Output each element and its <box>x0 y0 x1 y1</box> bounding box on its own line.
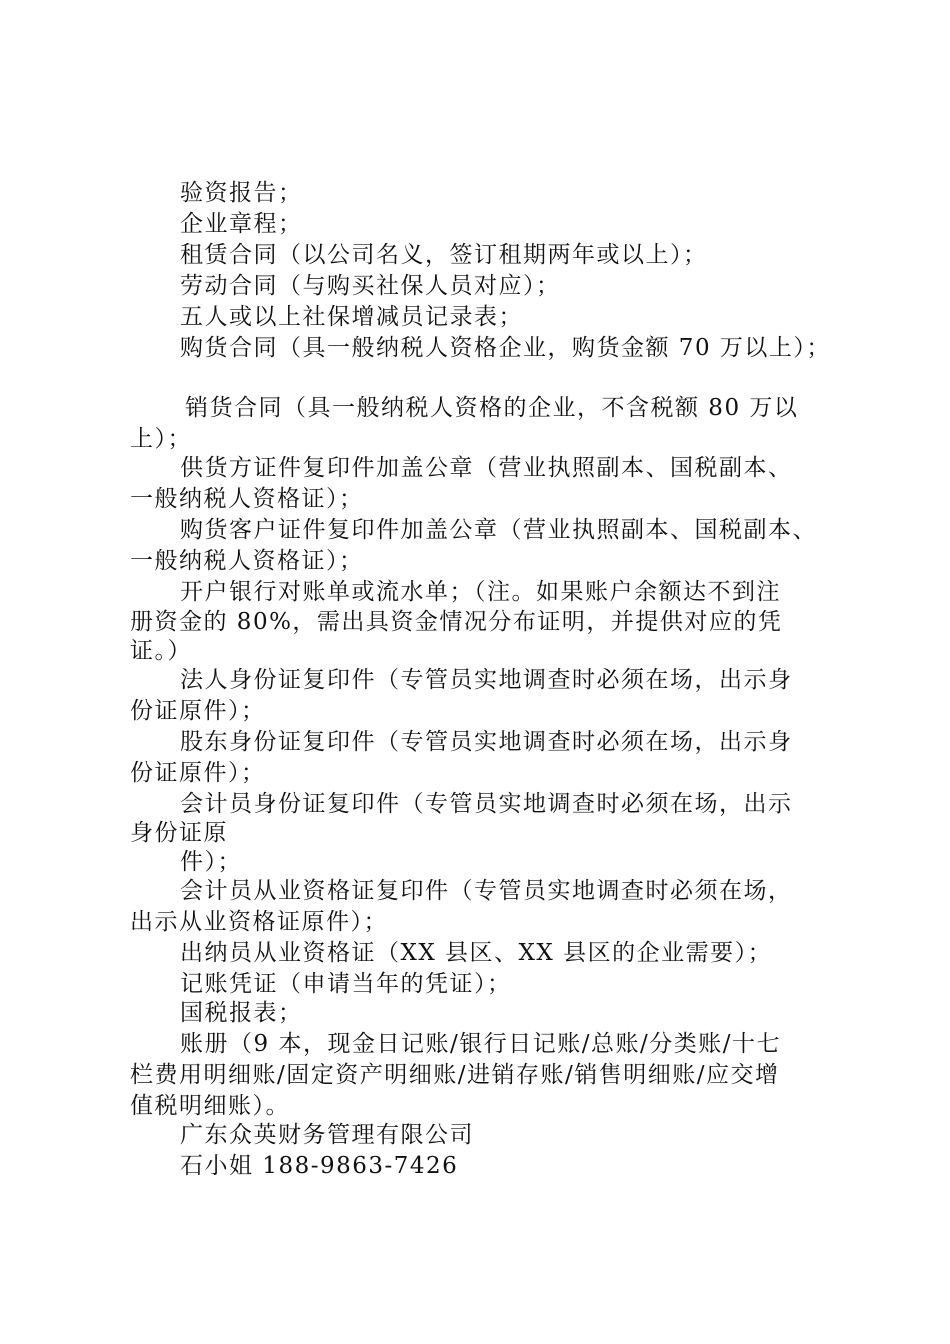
doc-line: 股东身份证复印件（专管员实地调查时必须在场，出示身 <box>180 729 793 755</box>
doc-line: 身份证原 <box>130 820 228 846</box>
doc-line: 五人或以上社保增减员记录表； <box>180 304 523 330</box>
doc-line: 租赁合同（以公司名义，签订租期两年或以上）； <box>180 242 708 268</box>
doc-line: 上）； <box>130 426 192 452</box>
doc-line: 会计员身份证复印件（专管员实地调查时必须在场，出示 <box>180 791 793 817</box>
doc-line: 证。） <box>130 638 192 664</box>
doc-line: 法人身份证复印件（专管员实地调查时必须在场，出示身 <box>180 667 793 693</box>
doc-line: 国税报表； <box>180 1000 303 1026</box>
doc-line: 广东众英财务管理有限公司 <box>180 1122 474 1148</box>
doc-line: 出纳员从业资格证（XX 县区、XX 县区的企业需要）； <box>180 940 773 966</box>
doc-line: 一般纳税人资格证）； <box>130 486 364 512</box>
doc-line: 购货客户证件复印件加盖公章（营业执照副本、国税副本、 <box>180 517 817 543</box>
doc-line: 册资金的 80%，需出具资金情况分布证明，并提供对应的凭 <box>130 609 783 635</box>
doc-line: 一般纳税人资格证）； <box>130 548 364 574</box>
doc-line: 份证原件）； <box>130 698 266 724</box>
doc-line: 验资报告； <box>180 180 303 206</box>
doc-line: 企业章程； <box>180 211 303 237</box>
doc-line: 供货方证件复印件加盖公章（营业执照副本、国税副本、 <box>180 455 793 481</box>
doc-line: 栏费用明细账/固定资产明细账/进销存账/销售明细账/应交增 <box>130 1062 780 1088</box>
doc-line: 记账凭证（申请当年的凭证）； <box>180 971 512 997</box>
doc-line: 石小姐 188-9863-7426 <box>180 1153 459 1179</box>
doc-line: 出示从业资格证原件）； <box>130 909 388 935</box>
doc-line: 销货合同（具一般纳税人资格的企业，不含税额 80 万以 <box>185 395 799 421</box>
doc-line: 劳动合同（与购买社保人员对应）； <box>180 273 561 299</box>
doc-line: 件）； <box>180 849 242 875</box>
doc-line: 值税明细账）。 <box>130 1093 290 1119</box>
doc-line: 购货合同（具一般纳税人资格企业，购货金额 70 万以上）； <box>180 335 831 361</box>
doc-line: 开户银行对账单或流水单；（注。如果账户余额达不到注 <box>180 579 781 605</box>
doc-line: 会计员从业资格证复印件（专管员实地调查时必须在场， <box>180 878 793 904</box>
doc-line: 份证原件）； <box>130 760 266 786</box>
doc-line: 账册（9 本，现金日记账/银行日记账/总账/分类账/十七 <box>180 1031 781 1057</box>
